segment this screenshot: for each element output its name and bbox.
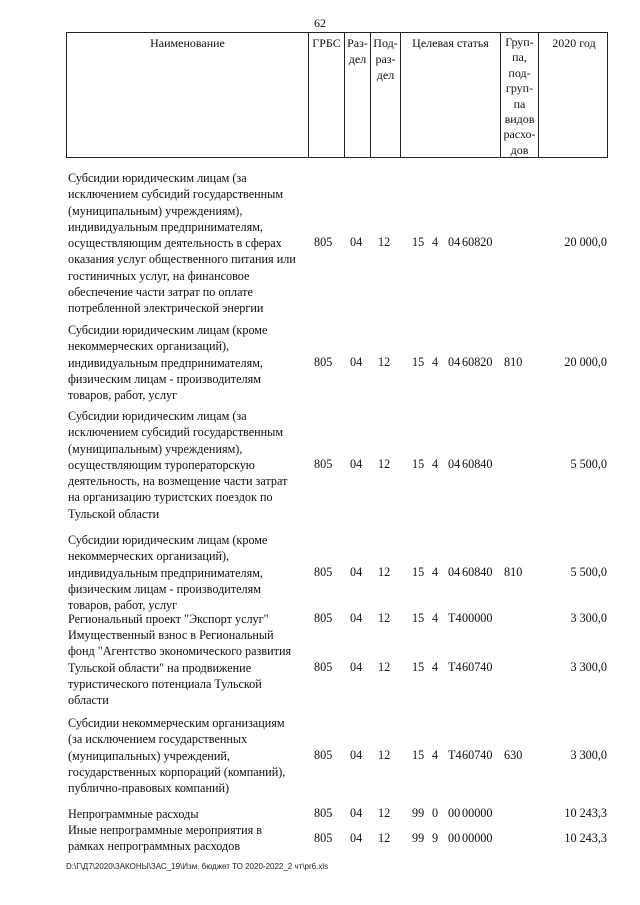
row-razdel: 04 (350, 355, 363, 369)
row-cs1: 15 (412, 748, 425, 762)
row-grbs: 805 (314, 565, 333, 579)
row-podrazdel: 12 (378, 611, 391, 625)
row-cs2: 4 (432, 748, 439, 762)
row-podrazdel: 12 (378, 457, 391, 471)
row-cs3: Т4 (448, 748, 462, 762)
header-grbs: ГРБС (309, 33, 345, 157)
row-name: Субсидии юридическим лицам (кроме некоммерческих организаций), индивидуальным предпринимателям, физическим лицам - производителям товаров, работ, услуг (68, 533, 268, 613)
row-cs1: 15 (412, 355, 425, 369)
header-podrazdel: Под- раз- дел (371, 33, 401, 157)
row-razdel: 04 (350, 457, 363, 471)
row-cs1: 99 (412, 831, 425, 845)
row-cs1: 15 (412, 565, 425, 579)
row-razdel: 04 (350, 611, 363, 625)
row-amount: 10 243,3 (564, 831, 607, 845)
row-cs4: 60740 (462, 660, 493, 674)
row-vid: 630 (504, 748, 523, 762)
row-cs1: 99 (412, 806, 425, 820)
row-amount: 20 000,0 (564, 355, 607, 369)
row-grbs: 805 (314, 355, 333, 369)
row-cs3: 04 (448, 565, 461, 579)
row-name: Имущественный взнос в Региональный фонд "Агентство экономического развития Тульской области" на продвижение туристического потенциала Тульской области (68, 628, 292, 708)
row-cs4: 00000 (462, 831, 493, 845)
row-name: Иные непрограммные мероприятия в рамках непрограммных расходов (68, 823, 263, 854)
row-cs2: 4 (432, 457, 439, 471)
row-vid: 810 (504, 355, 523, 369)
table-header (66, 32, 608, 158)
row-name: Субсидии юридическим лицам (кроме некоммерческих организаций), индивидуальным предпринимателям, физическим лицам - производителям товаров, работ, услуг (68, 323, 268, 403)
row-podrazdel: 12 (378, 565, 391, 579)
row-podrazdel: 12 (378, 660, 391, 674)
row-cs1: 15 (412, 660, 425, 674)
row-name: Субсидии юридическим лицам (за исключением субсидий государственным (муниципальным) учреждениям), индивидуальным предпринимателям, осуществляющим деятельность в сферах оказания услуг общественного питания или гостиничных услуг, на финансовое обеспечение части затрат по оплате потребленной электрической энергии (68, 171, 296, 316)
header-year: 2020 год (552, 36, 596, 50)
row-grbs: 805 (314, 660, 333, 674)
row-cs2: 4 (432, 565, 439, 579)
row-cs2: 9 (432, 831, 439, 845)
row-cs2: 4 (432, 355, 439, 369)
file-path-footer: D:\Г\Д7\2020\ЗАКОНЫ\ЗАС_19\Изм. бюджет ТО 2020-2022_2 чт\pr6.xls (66, 862, 329, 871)
row-cs3: 04 (448, 457, 461, 471)
row-podrazdel: 12 (378, 806, 391, 820)
row-amount: 3 300,0 (570, 611, 607, 625)
page-number: 62 (314, 16, 326, 30)
row-amount: 20 000,0 (564, 235, 607, 249)
row-razdel: 04 (350, 235, 363, 249)
row-cs4: 60740 (462, 748, 493, 762)
row-amount: 5 500,0 (570, 457, 607, 471)
row-razdel: 04 (350, 748, 363, 762)
row-amount: 3 300,0 (570, 660, 607, 674)
row-cs3: Т4 (448, 660, 462, 674)
row-podrazdel: 12 (378, 748, 391, 762)
row-name: Субсидии некоммерческим организациям (за исключением государственных (муниципальных) учреждений, государственных корпораций (компаний), публично-правовых компаний) (68, 716, 286, 796)
row-amount: 5 500,0 (570, 565, 607, 579)
row-razdel: 04 (350, 660, 363, 674)
row-cs4: 00000 (462, 806, 493, 820)
row-cs4: 60840 (462, 457, 493, 471)
row-grbs: 805 (314, 806, 333, 820)
row-podrazdel: 12 (378, 831, 391, 845)
row-cs2: 4 (432, 235, 439, 249)
row-cs3: 00 (448, 806, 461, 820)
row-cs1: 15 (412, 457, 425, 471)
row-cs3: Т4 (448, 611, 462, 625)
row-cs2: 4 (432, 660, 439, 674)
row-cs2: 0 (432, 806, 439, 820)
row-podrazdel: 12 (378, 235, 391, 249)
row-cs4: 60820 (462, 355, 493, 369)
row-razdel: 04 (350, 565, 363, 579)
row-amount: 10 243,3 (564, 806, 607, 820)
row-grbs: 805 (314, 235, 333, 249)
row-razdel: 04 (350, 831, 363, 845)
row-cs4: 60840 (462, 565, 493, 579)
row-podrazdel: 12 (378, 355, 391, 369)
row-cs3: 04 (448, 235, 461, 249)
header-name: Наименование (67, 33, 309, 157)
row-cs4: 00000 (462, 611, 493, 625)
row-name: Непрограммные расходы (68, 807, 199, 821)
row-grbs: 805 (314, 611, 333, 625)
row-grbs: 805 (314, 748, 333, 762)
row-amount: 3 300,0 (570, 748, 607, 762)
header-razdel: Раз- дел (345, 33, 371, 157)
row-grbs: 805 (314, 457, 333, 471)
row-vid: 810 (504, 565, 523, 579)
header-target: Целевая статья (401, 33, 501, 157)
row-cs1: 15 (412, 611, 425, 625)
row-name: Региональный проект "Экспорт услуг" (68, 612, 269, 626)
header-group: Груп- па, под- груп- па видов расхо- дов (501, 33, 539, 157)
row-cs1: 15 (412, 235, 425, 249)
row-cs3: 00 (448, 831, 461, 845)
row-cs4: 60820 (462, 235, 493, 249)
row-cs2: 4 (432, 611, 439, 625)
row-razdel: 04 (350, 806, 363, 820)
row-name: Субсидии юридическим лицам (за исключением субсидий государственным (муниципальным) учреждениям), осуществляющим туроператорскую деятельность, на возмещение части затрат на организацию туристских поездок по Тульской области (68, 409, 288, 521)
row-grbs: 805 (314, 831, 333, 845)
row-cs3: 04 (448, 355, 461, 369)
